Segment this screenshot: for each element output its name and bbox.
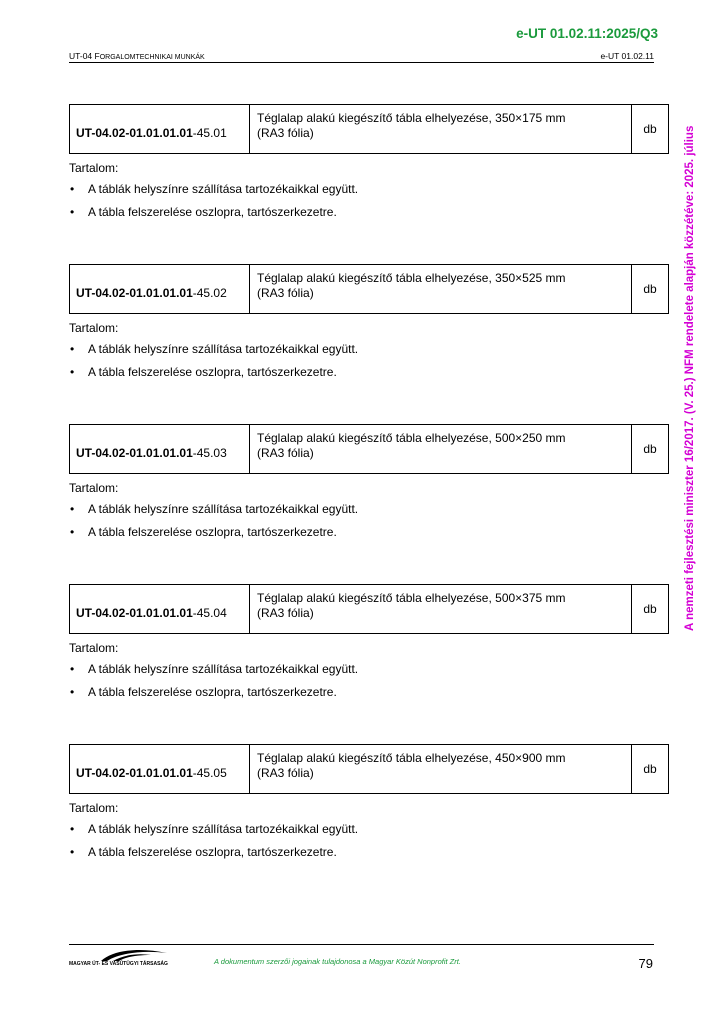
list-item-text: A tábla felszerelése oszlopra, tartószerkezetre. xyxy=(88,845,337,859)
item-description-line: Téglalap alakú kiegészítő tábla elhelyezése, 350×525 mm xyxy=(257,271,566,285)
list-item xyxy=(69,205,669,220)
item-code-suffix: -45.03 xyxy=(192,446,227,460)
item-code xyxy=(70,105,250,153)
item-description-line: (RA3 fólia) xyxy=(257,446,314,460)
content-label: Tartalom: xyxy=(69,481,119,495)
list-item xyxy=(69,822,669,837)
item-description-line: (RA3 fólia) xyxy=(257,286,314,300)
list-item-text: A táblák helyszínre szállítása tartozékaikkal együtt. xyxy=(88,662,359,676)
page-number: 79 xyxy=(638,956,653,971)
item-description-line: Téglalap alakú kiegészítő tábla elhelyezése, 500×250 mm xyxy=(257,431,566,445)
item-code-suffix: -45.02 xyxy=(192,286,227,300)
item-code-bold: UT-04.02-01.01.01.01 xyxy=(76,446,193,460)
item-table xyxy=(69,744,669,794)
road-swoosh-logo-icon xyxy=(99,948,169,962)
header-doc-id: e-UT 01.02.11 xyxy=(600,51,654,61)
bullet-icon: • xyxy=(70,205,75,219)
item-description-line: (RA3 fólia) xyxy=(257,126,314,140)
item-code xyxy=(70,585,250,633)
content-list xyxy=(69,182,669,220)
list-item-text: A tábla felszerelése oszlopra, tartószerkezetre. xyxy=(88,205,337,219)
content-list xyxy=(69,662,669,700)
item-code-suffix: -45.05 xyxy=(192,766,227,780)
list-item xyxy=(69,845,669,860)
item-description-line: (RA3 fólia) xyxy=(257,606,314,620)
item-code-suffix: -45.01 xyxy=(192,126,227,140)
item-unit: db xyxy=(643,442,657,456)
content-label: Tartalom: xyxy=(69,641,119,655)
item-code-bold: UT-04.02-01.01.01.01 xyxy=(76,286,193,300)
list-item-text: A tábla felszerelése oszlopra, tartószerkezetre. xyxy=(88,685,337,699)
footer-copyright: A dokumentum szerzői jogainak tulajdonosa a Magyar Közút Nonprofit Zrt. xyxy=(214,957,461,966)
item-block xyxy=(69,424,669,548)
document-code: e-UT 01.02.11:2025/Q3 xyxy=(516,26,658,41)
header-section-smallcaps: ORGALOMTECHNIKAI MUNKÁK xyxy=(99,54,205,61)
header-section-prefix: UT-04 F xyxy=(69,51,100,61)
item-code-bold: UT-04.02-01.01.01.01 xyxy=(76,606,193,620)
item-code-bold: UT-04.02-01.01.01.01 xyxy=(76,766,193,780)
item-code-bold: UT-04.02-01.01.01.01 xyxy=(76,126,193,140)
list-item xyxy=(69,525,669,540)
footer-logo-text: MAGYAR ÚT- ÉS VASÚTÜGYI TÁRSASÁG xyxy=(69,961,168,967)
bullet-icon: • xyxy=(70,502,75,516)
list-item-text: A táblák helyszínre szállítása tartozékaikkal együtt. xyxy=(88,822,359,836)
item-description-line: (RA3 fólia) xyxy=(257,766,314,780)
content-list xyxy=(69,822,669,860)
content-list xyxy=(69,502,669,540)
item-code xyxy=(70,745,250,793)
item-block xyxy=(69,744,669,868)
item-description xyxy=(250,265,632,313)
item-description-line: Téglalap alakú kiegészítő tábla elhelyezése, 350×175 mm xyxy=(257,111,566,125)
bullet-icon: • xyxy=(70,182,75,196)
item-unit: db xyxy=(643,282,657,296)
bullet-icon: • xyxy=(70,845,75,859)
list-item xyxy=(69,685,669,700)
item-code xyxy=(70,265,250,313)
item-description-line: Téglalap alakú kiegészítő tábla elhelyezése, 450×900 mm xyxy=(257,751,566,765)
item-block xyxy=(69,104,669,228)
bullet-icon: • xyxy=(70,365,75,379)
list-item-text: A táblák helyszínre szállítása tartozékaikkal együtt. xyxy=(88,182,359,196)
item-code xyxy=(70,425,250,473)
list-item xyxy=(69,502,669,517)
item-description xyxy=(250,425,632,473)
item-block xyxy=(69,584,669,708)
bullet-icon: • xyxy=(70,662,75,676)
item-block xyxy=(69,264,669,388)
item-description-line: Téglalap alakú kiegészítő tábla elhelyezése, 500×375 mm xyxy=(257,591,566,605)
item-table xyxy=(69,264,669,314)
list-item-text: A tábla felszerelése oszlopra, tartószerkezetre. xyxy=(88,365,337,379)
content-list xyxy=(69,342,669,380)
item-unit: db xyxy=(643,762,657,776)
bullet-icon: • xyxy=(70,685,75,699)
item-unit: db xyxy=(643,602,657,616)
header-section-title xyxy=(69,51,205,61)
item-code-suffix: -45.04 xyxy=(192,606,227,620)
item-table xyxy=(69,424,669,474)
list-item-text: A tábla felszerelése oszlopra, tartószerkezetre. xyxy=(88,525,337,539)
page-header xyxy=(69,51,654,63)
bullet-icon: • xyxy=(70,822,75,836)
item-description xyxy=(250,585,632,633)
list-item-text: A táblák helyszínre szállítása tartozékaikkal együtt. xyxy=(88,342,359,356)
list-item-text: A táblák helyszínre szállítása tartozékaikkal együtt. xyxy=(88,502,359,516)
content-label: Tartalom: xyxy=(69,321,119,335)
item-table xyxy=(69,584,669,634)
list-item xyxy=(69,342,669,357)
list-item xyxy=(69,182,669,197)
list-item xyxy=(69,662,669,677)
item-description xyxy=(250,745,632,793)
item-description xyxy=(250,105,632,153)
side-publication-note: A nemzeti fejlesztési miniszter 16/2017. (V. 25.) NFM rendelete alapján közzétéve: 2025. július xyxy=(684,125,696,631)
list-item xyxy=(69,365,669,380)
footer-divider xyxy=(69,944,654,945)
content-label: Tartalom: xyxy=(69,161,119,175)
content-label: Tartalom: xyxy=(69,801,119,815)
footer-logo xyxy=(69,948,169,968)
bullet-icon: • xyxy=(70,525,75,539)
item-unit: db xyxy=(643,122,657,136)
item-table xyxy=(69,104,669,154)
bullet-icon: • xyxy=(70,342,75,356)
